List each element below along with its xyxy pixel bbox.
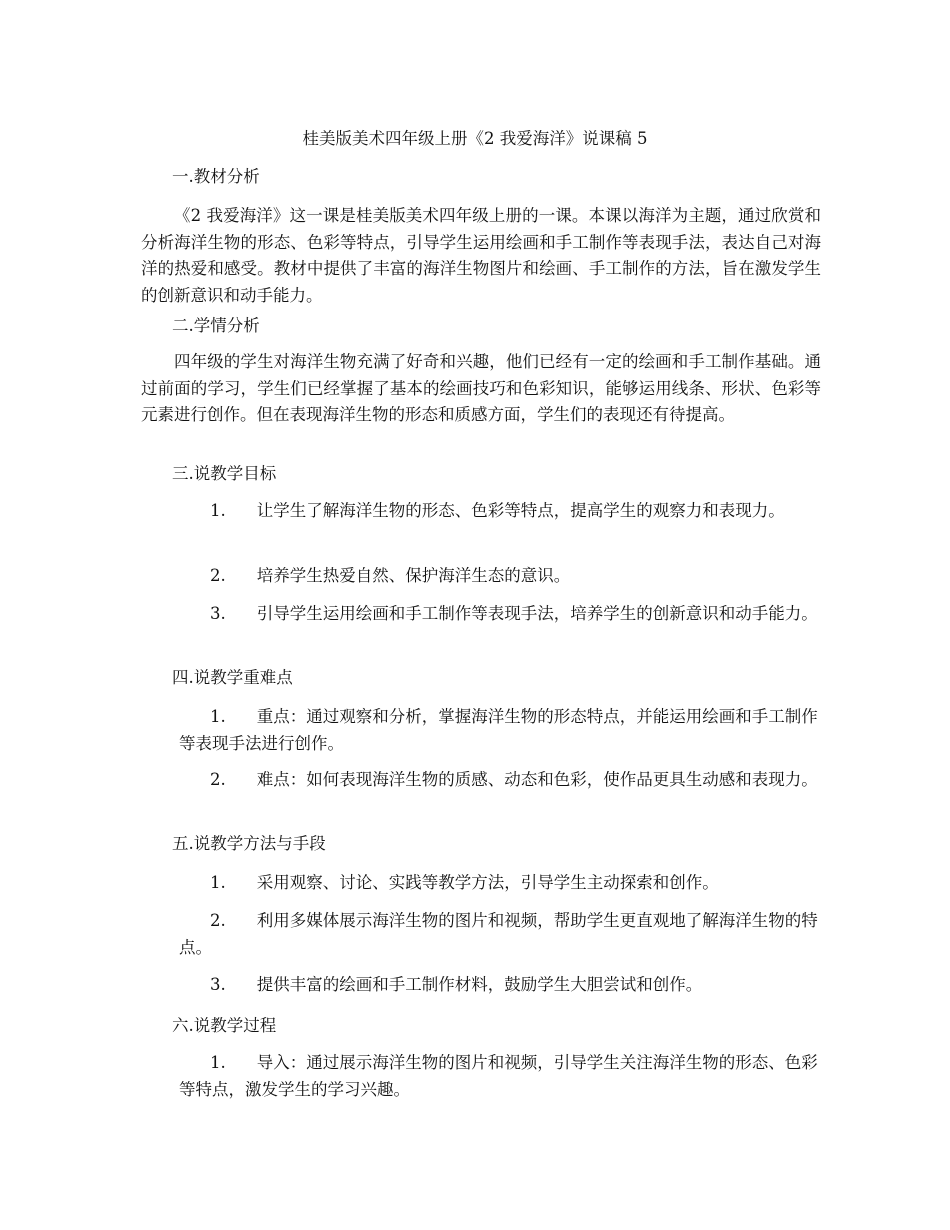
list-item-text: 重点：通过观察和分析，掌握海洋生物的形态特点，并能运用绘画和手工制作等表现手法进行创作。: [179, 707, 818, 753]
list-item-text: 导入：通过展示海洋生物的图片和视频，引导学生关注海洋生物的形态、色彩等特点，激发学生的学习兴趣。: [179, 1053, 818, 1099]
list-item-text: 难点：如何表现海洋生物的质感、动态和色彩，使作品更具生动感和表现力。: [256, 770, 818, 789]
section-heading-student-analysis: 二.学情分析: [172, 316, 260, 335]
section-heading-teaching-goals: 三.说教学目标: [172, 464, 277, 483]
list-item-number: 1.: [210, 501, 226, 520]
list-item-number: 3.: [210, 604, 226, 623]
section-heading-textbook-analysis: 一.教材分析: [172, 167, 260, 186]
list-item-number: 2.: [210, 566, 226, 585]
list-item: [179, 971, 819, 998]
list-item-number: 2.: [210, 770, 226, 789]
list-item: [179, 562, 819, 589]
list-item-number: 1.: [210, 873, 226, 892]
list-item: [179, 766, 819, 793]
section-heading-methods: 五.说教学方法与手段: [172, 834, 326, 853]
paragraph-student-analysis: 四年级的学生对海洋生物充满了好奇和兴趣，他们已经有一定的绘画和手工制作基础。通过前面的学习，学生们已经掌握了基本的绘画技巧和色彩知识，能够运用线条、形状、色彩等元素进行创作。但在表现海洋生物的形态和质感方面，学生们的表现还有待提高。: [141, 352, 821, 425]
list-item: [179, 703, 819, 757]
list-item-text: 采用观察、讨论、实践等教学方法，引导学生主动探索和创作。: [256, 873, 719, 892]
list-item: [179, 600, 819, 627]
list-item: [179, 869, 819, 896]
list-item-text: 利用多媒体展示海洋生物的图片和视频，帮助学生更直观地了解海洋生物的特点。: [179, 911, 818, 957]
list-item-text: 提供丰富的绘画和手工制作材料，鼓励学生大胆尝试和创作。: [256, 975, 703, 994]
document-title: 桂美版美术四年级上册《2 我爱海洋》说课稿 5: [302, 129, 648, 148]
list-item-number: 1.: [210, 1053, 226, 1072]
list-item: [179, 1049, 819, 1103]
list-item-number: 1.: [210, 707, 226, 726]
list-item-text: 让学生了解海洋生物的形态、色彩等特点，提高学生的观察力和表现力。: [256, 501, 785, 520]
section-heading-teaching-process: 六.说教学过程: [172, 1016, 277, 1035]
list-item: [179, 907, 819, 961]
list-item-text: 引导学生运用绘画和手工制作等表现手法，培养学生的创新意识和动手能力。: [256, 604, 818, 623]
paragraph-textbook-analysis: 《2 我爱海洋》这一课是桂美版美术四年级上册的一课。本课以海洋为主题，通过欣赏和分析海洋生物的形态、色彩等特点，引导学生运用绘画和手工制作等表现手法，表达自己对海洋的热爱和感受。教材中提供了丰富的海洋生物图片和绘画、手工制作的方法，旨在激发学生的创新意识和动手能力。: [141, 206, 821, 305]
list-item-text: 培养学生热爱自然、保护海洋生态的意识。: [256, 566, 571, 585]
section-heading-key-points: 四.说教学重难点: [172, 668, 293, 687]
list-item: [179, 497, 819, 524]
list-item-number: 2.: [210, 911, 226, 930]
list-item-number: 3.: [210, 975, 226, 994]
